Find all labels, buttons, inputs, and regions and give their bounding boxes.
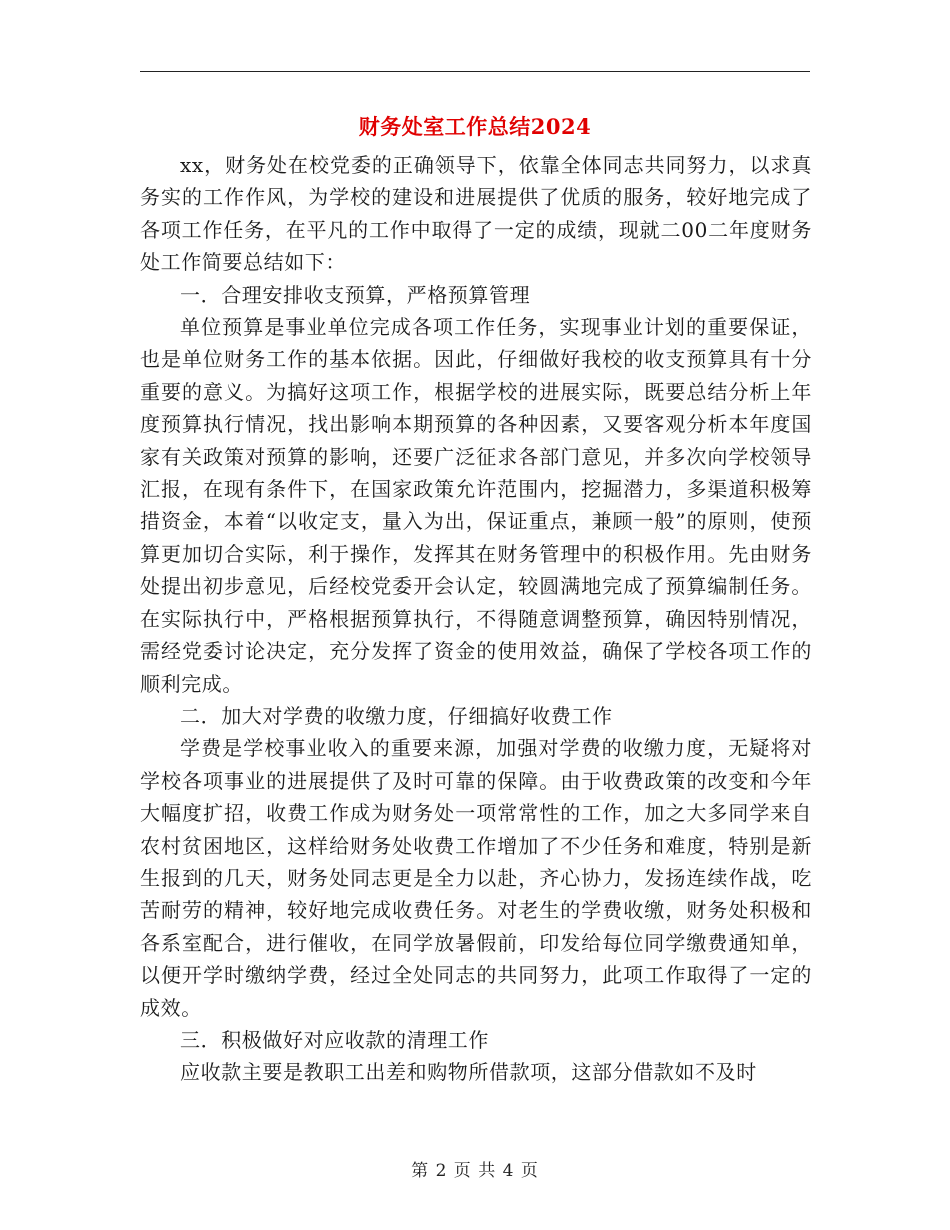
section-heading-3: 三．积极做好对应收款的清理工作: [180, 1027, 489, 1052]
paragraph-intro: xx，财务处在校党委的正确领导下，依靠全体同志共同努力，以求真务实的工作作风，为学校的建设和进展提供了优质的服务，较好地完成了各项工作任务，在平凡的工作中取得了一定的成绩，现就二00二年度财务处工作简要总结如下：: [140, 153, 812, 275]
paragraph-budget: 单位预算是事业单位完成各项工作任务，实现事业计划的重要保证，也是单位财务工作的基本依据。因此，仔细做好我校的收支预算具有十分重要的意义。为搞好这项工作，根据学校的进展实际，既要总结分析上年度预算执行情况，找出影响本期预算的各种因素，又要客观分析本年度国家有关政策对预算的影响，还要广泛征求各部门意见，并多次向学校领导汇报，在现有条件下，在国家政策允许范围内，挖掘潜力，多渠道积极筹措资金，本着“以收定支，量入为出，保证重点，兼顾一般”的原则，使预算更加切合实际，利于操作，发挥其在财务管理中的积极作用。先由财务处提出初步意见，后经校党委开会认定，较圆满地完成了预算编制任务。在实际执行中，严格根据预算执行，不得随意调整预算，确因特别情况，需经党委讨论决定，充分发挥了资金的使用效益，确保了学校各项工作的顺利完成。: [140, 315, 812, 696]
document-title: 财务处室工作总结2024: [358, 114, 592, 139]
section-heading-2: 二．加大对学费的收缴力度，仔细搞好收费工作: [180, 703, 613, 728]
document-body: [140, 149, 812, 1089]
header-rule: [140, 71, 810, 72]
paragraph-receivables: 应收款主要是教职工出差和购物所借款项，这部分借款如不及时: [180, 1060, 757, 1085]
section-heading-1: 一．合理安排收支预算，严格预算管理: [180, 282, 531, 307]
page-number-footer: 第 2 页 共 4 页: [411, 1161, 539, 1181]
paragraph-tuition: 学费是学校事业收入的重要来源，加强对学费的收缴力度，无疑将对学校各项事业的进展提供了及时可靠的保障。由于收费政策的改变和今年大幅度扩招，收费工作成为财务处一项常常性的工作，加之大多同学来自农村贫困地区，这样给财务处收费工作增加了不少任务和难度，特别是新生报到的几天，财务处同志更是全力以赴，齐心协力，发扬连续作战，吃苦耐劳的精神，较好地完成收费任务。对老生的学费收缴，财务处积极和各系室配合，进行催收，在同学放暑假前，印发给每位同学缴费通知单，以便开学时缴纳学费，经过全处同志的共同努力，此项工作取得了一定的成效。: [140, 736, 812, 1020]
